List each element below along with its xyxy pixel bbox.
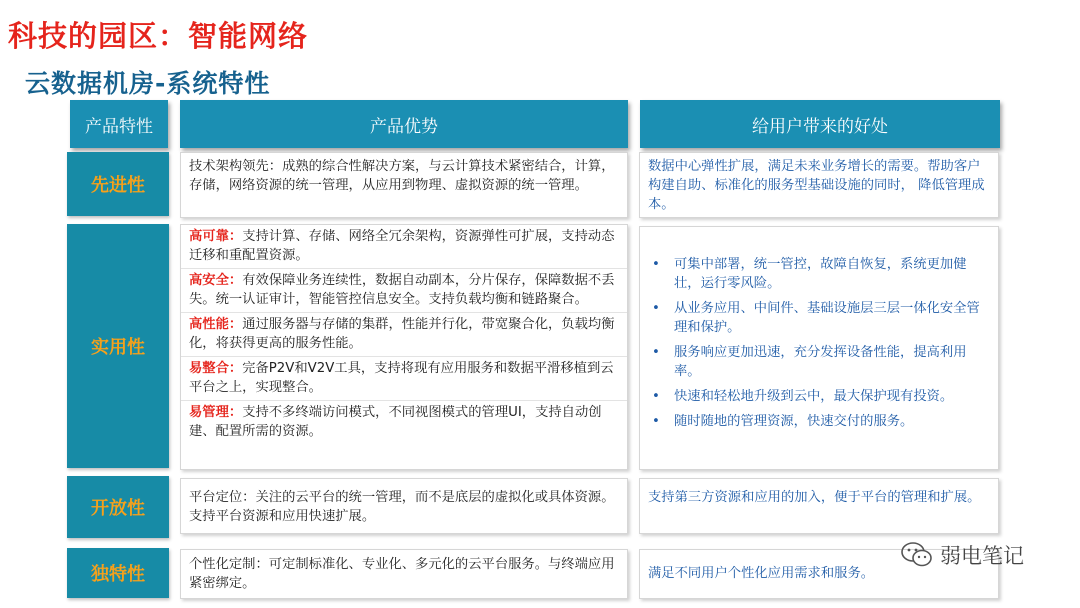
- bullet-icon: •: [652, 389, 660, 404]
- advantage-item-label: 易管理：: [189, 405, 243, 420]
- benefit-list-item: • 从业务应用、中间件、基础设施层三层一体化安全管理和保护。: [652, 301, 980, 335]
- header-feature: 产品特性: [70, 100, 168, 148]
- watermark-text: 弱电笔记: [940, 544, 1024, 568]
- bullet-icon: •: [652, 301, 660, 316]
- benefit-list: [640, 227, 998, 431]
- benefit-list-item: • 可集中部署，统一管控，故障自恢复，系统更加健壮，运行零风险。: [652, 257, 967, 291]
- feature-unique: 独特性: [67, 548, 169, 598]
- benefit-list-item: • 快速和轻松地升级到云中，最大保护现有投资。: [652, 389, 954, 404]
- advantage-item-label: 高安全：: [189, 273, 243, 288]
- advantage-item-label: 易整合：: [189, 361, 243, 376]
- bullet-icon: •: [652, 345, 660, 360]
- wechat-icon: [900, 540, 934, 570]
- benefit-text: 满足不同用户个性化应用需求和服务。: [648, 566, 875, 581]
- advantage-item: [181, 357, 627, 401]
- bullet-icon: •: [652, 414, 660, 429]
- advantage-item-text: 支持计算、存储、网络全冗余架构，资源弹性可扩展，支持动态迁移和重配置资源。: [189, 229, 615, 263]
- advantage-item: [181, 401, 627, 444]
- advantage-text: 技术架构领先：成熟的综合性解决方案，与云计算技术紧密结合，计算，存储，网络资源的统一管理，从应用到物理、虚拟资源的统一管理。: [189, 159, 615, 193]
- page-subtitle: 云数据机房-系统特性: [25, 69, 271, 98]
- advantage-cell: [180, 478, 628, 534]
- page-title: 科技的园区：智能网络: [8, 19, 309, 53]
- watermark: [900, 540, 1024, 570]
- feature-practical: 实用性: [67, 224, 169, 468]
- advantage-item-label: 高可靠：: [189, 229, 243, 244]
- advantage-item-text: 支持不多终端访问模式，不同视图模式的管理UI，支持自动创建、配置所需的资源。: [189, 405, 602, 439]
- advantage-text: 个性化定制：可定制标准化、专业化、多元化的云平台服务。与终端应用紧密绑定。: [189, 557, 615, 591]
- benefit-cell: [639, 152, 999, 218]
- advantage-item: [181, 225, 627, 269]
- benefit-list-item: • 随时随地的管理资源，快速交付的服务。: [652, 414, 914, 429]
- advantage-text: 平台定位：关注的云平台的统一管理，而不是底层的虚拟化或具体资源。支持平台资源和应用快速扩展。: [189, 490, 615, 524]
- advantage-item-label: 高性能：: [189, 317, 243, 332]
- benefit-text: 支持第三方资源和应用的加入，便于平台的管理和扩展。: [648, 490, 981, 505]
- feature-open: 开放性: [67, 476, 169, 538]
- benefit-cell: [639, 478, 999, 534]
- benefit-cell-practical: [639, 226, 999, 470]
- header-advantage: 产品优势: [180, 100, 628, 148]
- benefit-list-item: • 服务响应更加迅速，充分发挥设备性能，提高利用率。: [652, 345, 967, 379]
- advantage-cell: [180, 549, 628, 599]
- advantage-item-text: 完备P2V和V2V工具，支持将现有应用服务和数据平滑移植到云平台之上，实现整合。: [189, 361, 614, 395]
- advantage-item: [181, 269, 627, 313]
- advantage-item: [181, 313, 627, 357]
- advantage-cell-practical: [180, 224, 628, 470]
- feature-advanced: 先进性: [67, 152, 169, 216]
- advantage-item-text: 通过服务器与存储的集群，性能并行化，带宽聚合化，负载均衡化，将获得更高的服务性能。: [189, 317, 615, 351]
- benefit-text: 数据中心弹性扩展，满足未来业务增长的需要。帮助客户构建自助、标准化的服务型基础设施的同时， 降低管理成本。: [648, 159, 985, 212]
- advantage-cell: [180, 152, 628, 218]
- bullet-icon: •: [652, 257, 660, 272]
- header-benefit: 给用户带来的好处: [640, 100, 1000, 148]
- advantage-item-text: 有效保障业务连续性，数据自动副本，分片保存，保障数据不丢失。统一认证审计，智能管控信息安全。支持负载均衡和链路聚合。: [189, 273, 615, 307]
